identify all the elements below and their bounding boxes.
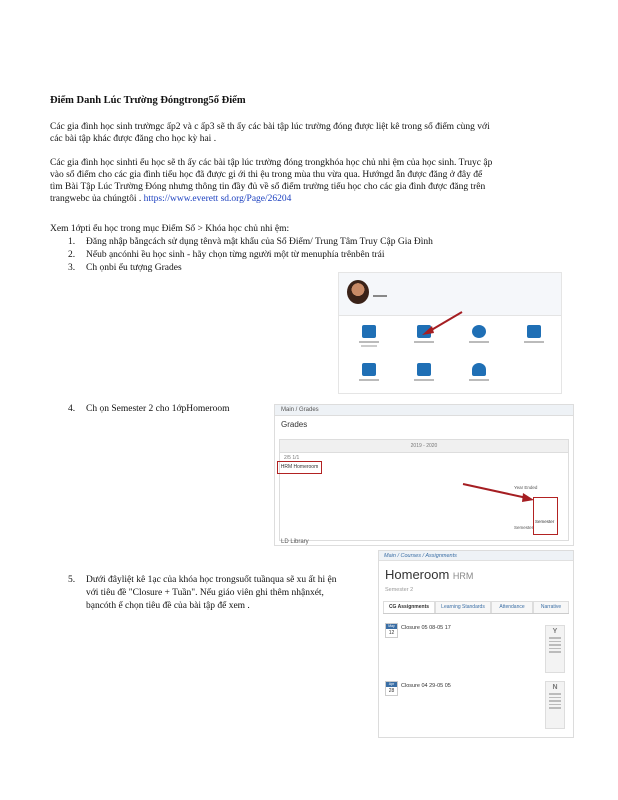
step-number: 4. — [68, 404, 76, 414]
step-text: Dưới đâyliệt kê 1ạc của khóa học trongsuốt tuầnqua sẽ xu ất hi ện — [86, 575, 337, 585]
tile-contact — [519, 323, 549, 353]
tile-notifications — [464, 361, 494, 391]
submitted-yes-badge — [545, 625, 565, 673]
assignment-name: Closure 05 08-05 17 — [401, 625, 451, 631]
assignment-item[interactable] — [385, 681, 535, 701]
step-number: 5. — [68, 575, 76, 585]
tab-learning-standards[interactable]: Learning Standards — [435, 601, 491, 613]
date-month: Apr — [386, 682, 397, 687]
paragraph-1 — [50, 121, 570, 145]
arrow-pointer-icon — [420, 310, 465, 336]
semester-label: Semester 2 — [385, 587, 414, 593]
breadcrumb: Main / Courses / Assignments — [379, 551, 573, 561]
assignment-name: Closure 04 29-05 05 — [401, 683, 451, 689]
paragraph-2-line-4 — [50, 193, 570, 205]
paragraph-2-line-4-text: trangwebc ủa chúngtôi . — [50, 194, 142, 204]
step-text: Ch ọnbi ểu tượng Grades — [86, 263, 182, 273]
paragraph-1-line-1: Các gia đình học sinh trườngc ấp2 và c ấp3 sẽ th ấy các bài tập lúc trường đóng được liệt kê trong sổ điểm cùng với — [50, 122, 490, 132]
breadcrumb: Main / Grades — [275, 405, 573, 416]
assignment-item[interactable] — [385, 623, 535, 643]
paragraph-2-line-1: Các gia đình học sinhti ểu học sẽ th ấy các bài tập lúc trường đóng trongkhóa học chủ nhi ệm của học sinh. Truyc ập — [50, 158, 493, 168]
tile-profile — [409, 361, 439, 391]
calendar-date-icon — [385, 623, 398, 638]
paragraph-2-line-3: tìm Bài Tập Lúc Trường Đóng nhưng thông tin đầy đủ về sổ điểm trường tiểu học cho các gia đình được đăng trên — [50, 182, 486, 192]
tab-narrative[interactable]: Narrative — [533, 601, 569, 613]
id-card-icon — [417, 363, 431, 376]
document-title: Điểm Danh Lúc Trường Đóngtrong5ổ Điểm — [50, 95, 246, 106]
screenshot-grades — [274, 404, 574, 546]
table-row-label: 2/5 1/1 — [284, 455, 300, 461]
course-title-text: Homeroom — [385, 567, 450, 582]
course-title — [385, 567, 473, 582]
paragraph-1-line-2: các bài tập khác được đăng cho học kỳ hai . — [50, 134, 217, 144]
tab-attendance[interactable]: Attendance — [491, 601, 533, 613]
instructions-heading: Xem 1ớpti ểu học trong mục Điểm Số > Khóa học chủ nhi ệm: — [50, 224, 290, 234]
step-text: Nếub ạncónhi ều học sinh - hãy chọn từng người một từ menuphía trênbên trái — [86, 250, 385, 260]
tile-history — [464, 323, 494, 353]
semester-2-highlight[interactable] — [533, 497, 558, 535]
tab-bar — [383, 601, 569, 614]
phone-icon — [527, 325, 541, 338]
semester-2-label: Semester — [535, 519, 555, 524]
paragraph-2 — [50, 157, 570, 205]
homeroom-highlight[interactable]: HRM Homeroom — [277, 461, 322, 474]
course-code: HRM — [452, 571, 474, 581]
arrow-pointer-icon — [461, 481, 536, 503]
grades-title: Grades — [281, 420, 308, 429]
schedule-icon — [362, 363, 376, 376]
bell-icon — [472, 363, 486, 376]
library-row: LD Library — [281, 539, 309, 545]
badge-letter: Y — [552, 628, 558, 635]
step-number: 3. — [68, 263, 76, 273]
step-text: Ch ọn Semester 2 cho 1ớpHomeroom — [86, 404, 230, 414]
screenshot-homeroom — [378, 550, 574, 738]
step-number: 1. — [68, 237, 76, 247]
step-5-line-3: bạncóth ể chọn tiêu đề của bài tập để xem . — [86, 601, 250, 611]
calendar-date-icon — [385, 681, 398, 696]
calendar-icon — [362, 325, 376, 338]
step-5-line-2: với tiêu đề "Closure + Tuần". Nếu giáo viên ghi thêm nhậnxét, — [86, 588, 324, 598]
tile-calendar — [354, 323, 384, 353]
avatar — [347, 280, 369, 304]
date-day: 28 — [388, 688, 395, 694]
step-text: Đăng nhập bằngcách sử dụng tênvà mật khẩu của Sổ Điểm/ Trung Tâm Truy Cập Gia Đình — [86, 237, 433, 247]
website-link[interactable]: https://www.everett sd.org/Page/26204 — [143, 194, 292, 204]
user-name-placeholder — [373, 295, 387, 297]
step-number: 2. — [68, 250, 76, 260]
history-icon — [472, 325, 486, 338]
date-month: May — [386, 624, 397, 629]
tab-assignments[interactable]: CG Assignments — [383, 601, 435, 613]
submitted-no-badge — [545, 681, 565, 729]
table-header: 2019 - 2020 — [280, 440, 568, 453]
year-label: Year Ended — [514, 485, 538, 490]
date-day: 12 — [388, 630, 395, 636]
paragraph-2-line-2: vào sổ điểm cho các gia đình tiểu học đã được gi ới thi ệu trong mùa thu vừa qua. Hướngd ẫn được đăng ở đây để — [50, 170, 483, 180]
tile-schedule — [354, 361, 384, 391]
semester-1-label: Semester — [514, 525, 534, 530]
badge-letter: N — [552, 684, 558, 691]
